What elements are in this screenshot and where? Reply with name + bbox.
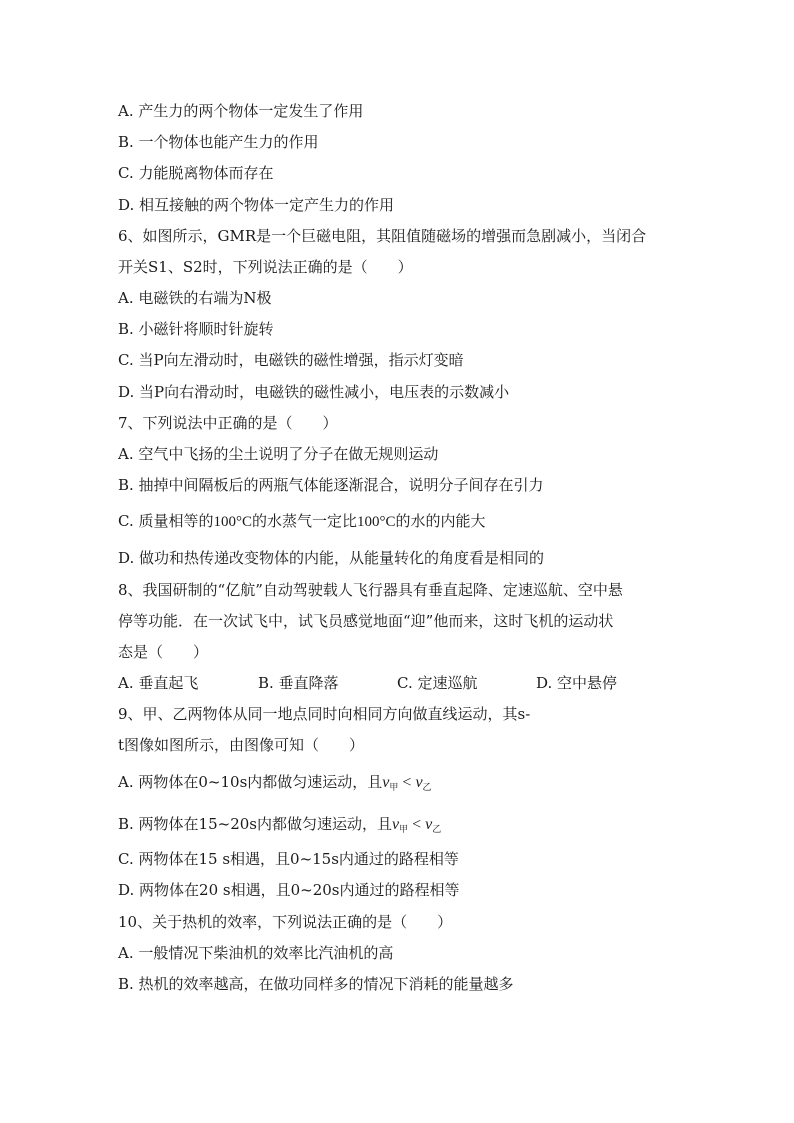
q5-option-a: A. 产生力的两个物体一定发生了作用 (118, 102, 364, 120)
subscript-jia: 甲 (399, 824, 409, 834)
q7-c-middle: 的水蒸气一定比 (252, 512, 358, 530)
velocity-symbol: v (382, 774, 390, 791)
q8-option-b: B. 垂直降落 (258, 674, 339, 692)
q8-stem-line1: 8、我国研制的“亿航”自动驾驶载人飞行器具有垂直起降、定速巡航、空中悬 (118, 581, 623, 599)
velocity-symbol: v (415, 774, 423, 791)
q5-option-c: C. 力能脱离物体而存在 (118, 164, 274, 182)
q7-option-c (118, 511, 486, 532)
q6-stem-line1: 6、如图所示，GMR是一个巨磁电阻，其阻值随磁场的增强而急剧减小，当闭合 (118, 227, 647, 245)
q6-option-c: C. 当P向左滑动时，电磁铁的磁性增强，指示灯变暗 (118, 351, 464, 369)
q7-c-temperature-2: 100°C (357, 514, 396, 530)
q7-stem: 7、下列说法中正确的是（ ） (118, 414, 338, 432)
q9-stem-line1: 9、甲、乙两物体从同一地点同时向相同方向做直线运动，其s- (118, 705, 531, 723)
q9-a-prefix: A. 两物体在0~10s内都做匀速运动，且 (118, 773, 383, 791)
q7-option-a: A. 空气中飞扬的尘土说明了分子在做无规则运动 (118, 445, 439, 463)
q9-b-velocity-comparison (392, 816, 441, 833)
q7-c-temperature-1: 100°C (213, 514, 252, 530)
velocity-symbol: v (392, 816, 400, 833)
q6-option-d: D. 当P向右滑动时，电磁铁的磁性减小，电压表的示数减小 (118, 383, 510, 401)
q9-option-a (118, 772, 432, 797)
q8-stem-line2: 停等功能．在一次试飞中，试飞员感觉地面“迎”他而来，这时飞机的运动状 (118, 612, 614, 630)
q9-option-d: D. 两物体在20 s相遇，且0~20s内通过的路程相等 (118, 881, 460, 899)
q9-option-c: C. 两物体在15 s相遇，且0~15s内通过的路程相等 (118, 850, 459, 868)
q9-stem-line2: t图像如图所示，由图像可知（ ） (118, 736, 365, 754)
q9-a-velocity-comparison (382, 774, 431, 791)
q5-option-b: B. 一个物体也能产生力的作用 (118, 133, 319, 151)
q10-option-a: A. 一般情况下柴油机的效率比汽油机的高 (118, 944, 394, 962)
less-than-sign: < (408, 816, 426, 833)
q8-options-row (118, 673, 617, 693)
q10-option-b: B. 热机的效率越高，在做功同样多的情况下消耗的能量越多 (118, 975, 514, 993)
subscript-yi: 乙 (422, 782, 432, 792)
q9-option-b (118, 814, 441, 839)
q7-option-d: D. 做功和热传递改变物体的内能，从能量转化的角度看是相同的 (118, 549, 545, 567)
less-than-sign: < (398, 774, 416, 791)
q8-option-d: D. 空中悬停 (536, 674, 618, 692)
q8-option-a: A. 垂直起飞 (118, 674, 199, 692)
q6-stem-line2: 开关S1、S2时，下列说法正确的是（ ） (118, 258, 413, 276)
q6-option-b: B. 小磁针将顺时针旋转 (118, 320, 274, 338)
q8-option-c: C. 定速巡航 (397, 674, 478, 692)
subscript-jia: 甲 (389, 782, 399, 792)
q9-b-prefix: B. 两物体在15~20s内都做匀速运动，且 (118, 815, 393, 833)
q6-option-a: A. 电磁铁的右端为N极 (118, 289, 272, 307)
q7-c-prefix: C. 质量相等的 (118, 512, 214, 530)
q7-option-b: B. 抽掉中间隔板后的两瓶气体能逐渐混合，说明分子间存在引力 (118, 476, 544, 494)
q5-option-d: D. 相互接触的两个物体一定产生力的作用 (118, 196, 395, 214)
velocity-symbol: v (425, 816, 433, 833)
subscript-yi: 乙 (432, 824, 442, 834)
q8-stem-line3: 态是（ ） (118, 643, 209, 661)
q10-stem: 10、关于热机的效率，下列说法正确的是（ ） (118, 913, 453, 931)
q7-c-suffix: 的水的内能大 (395, 512, 486, 530)
